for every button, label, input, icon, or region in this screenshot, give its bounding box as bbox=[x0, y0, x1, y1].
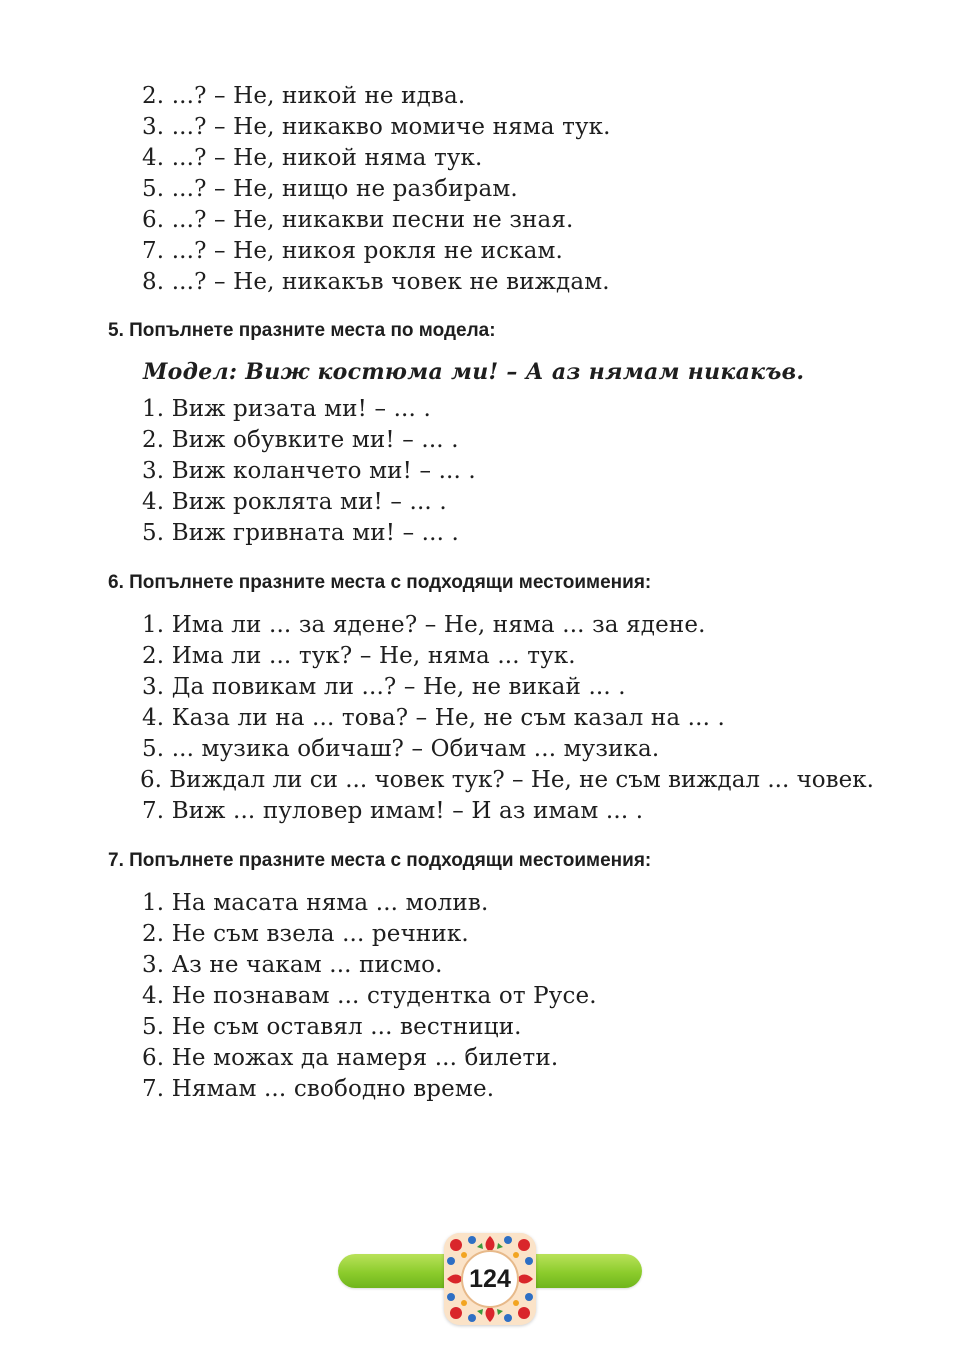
exercise-6-item: 7. Виж ... пуловер имам! – И аз имам ... . bbox=[142, 798, 644, 824]
exercise-6-item: 3. Да повикам ли ...? – Не, не викай ... . bbox=[142, 674, 626, 700]
exercise-5-item: 3. Виж коланчето ми! – ... . bbox=[142, 458, 476, 484]
exercise-4-item: 2. ...? – Не, никой не идва. bbox=[142, 83, 466, 109]
exercise-6-heading: 6. Попълнете празните места с подходящи местоимения: bbox=[108, 572, 652, 593]
exercise-5-item: 1. Виж ризата ми! – ... . bbox=[142, 396, 431, 422]
exercise-7-item: 7. Нямам ... свободно време. bbox=[142, 1076, 495, 1102]
exercise-5-item: 4. Виж роклята ми! – ... . bbox=[142, 489, 447, 515]
exercise-6-item: 5. ... музика обичаш? – Обичам ... музика. bbox=[142, 736, 660, 762]
exercise-6-item: 2. Има ли ... тук? – Не, няма ... тук. bbox=[142, 643, 576, 669]
exercise-6-item: 4. Каза ли на ... това? – Не, не съм казал на ... . bbox=[142, 705, 725, 731]
exercise-4-item: 5. ...? – Не, нищо не разбирам. bbox=[142, 176, 518, 202]
exercise-5-model: Модел: Виж костюма ми! – А аз нямам никакъв. bbox=[143, 359, 805, 385]
exercise-7-item: 4. Не познавам ... студентка от Русе. bbox=[142, 983, 597, 1009]
exercise-7-item: 1. На масата няма ... молив. bbox=[142, 890, 489, 916]
exercise-5-item: 5. Виж гривната ми! – ... . bbox=[142, 520, 459, 546]
exercise-6-item: 6. Виждал ли си ... човек тук? – Не, не съм виждал ... човек. bbox=[140, 767, 874, 793]
exercise-7-item: 2. Не съм взела ... речник. bbox=[142, 921, 469, 947]
exercise-5-item: 2. Виж обувките ми! – ... . bbox=[142, 427, 459, 453]
exercise-4-item: 6. ...? – Не, никакви песни не зная. bbox=[142, 207, 574, 233]
exercise-7-item: 6. Не можах да намеря ... билети. bbox=[142, 1045, 559, 1071]
page-number: 124 bbox=[469, 1265, 511, 1293]
exercise-4-item: 8. ...? – Не, никакъв човек не виждам. bbox=[142, 269, 610, 295]
exercise-5-heading: 5. Попълнете празните места по модела: bbox=[108, 320, 496, 341]
exercise-7-item: 5. Не съм оставял ... вестници. bbox=[142, 1014, 522, 1040]
exercise-4-item: 7. ...? – Не, никоя рокля не искам. bbox=[142, 238, 564, 264]
exercise-7-item: 3. Аз не чакам ... писмо. bbox=[142, 952, 443, 978]
exercise-7-heading: 7. Попълнете празните места с подходящи местоимения: bbox=[108, 850, 652, 871]
exercise-4-item: 4. ...? – Не, никой няма тук. bbox=[142, 145, 483, 171]
exercise-6-item: 1. Има ли ... за ядене? – Не, няма ... за ядене. bbox=[142, 612, 706, 638]
exercise-4-item: 3. ...? – Не, никакво момиче няма тук. bbox=[142, 114, 611, 140]
